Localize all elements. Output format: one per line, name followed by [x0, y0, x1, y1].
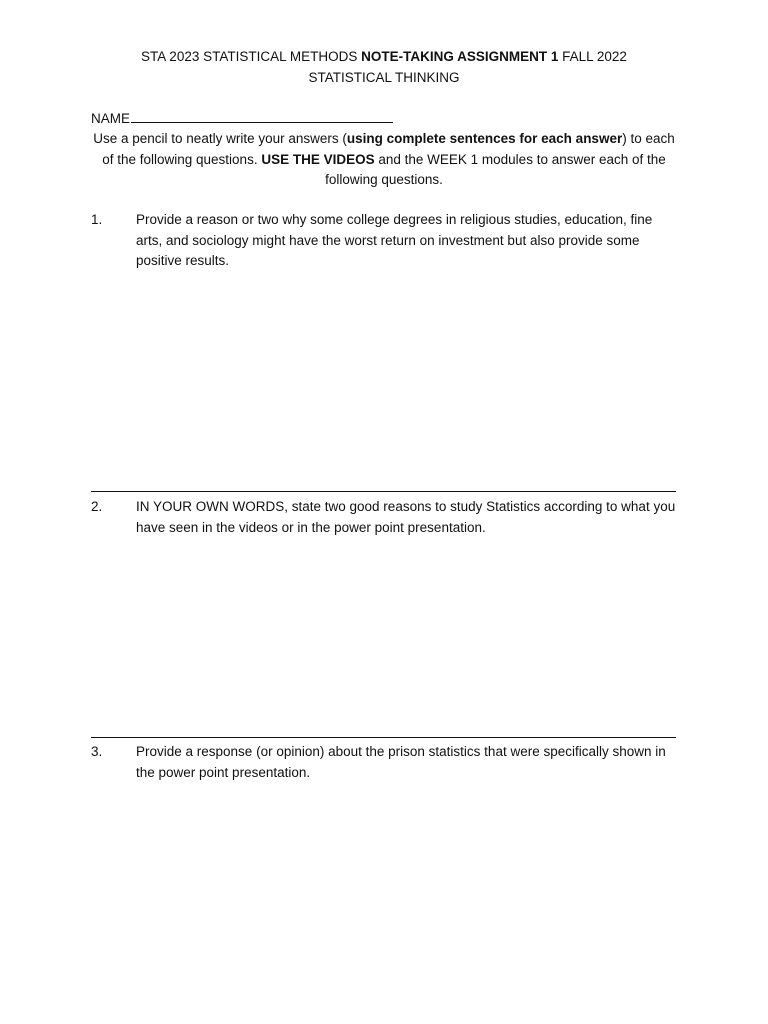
question-text: Provide a response (or opinion) about the prison statistics that were specifically shown in the power point presentation.: [136, 744, 666, 780]
instructions-text-2: ) to each of the following questions.: [102, 131, 675, 167]
question-3: [91, 742, 677, 783]
instructions-emphasis-1: using complete sentences for each answer: [346, 131, 623, 146]
answer-divider-2: [91, 737, 676, 738]
question-text: IN YOUR OWN WORDS, state two good reasons to study Statistics according to what you have seen in the videos or in the power point presentation.: [136, 499, 676, 535]
name-field: [91, 108, 393, 130]
answer-divider-1: [91, 491, 676, 492]
question-2: [91, 497, 677, 538]
instructions-emphasis-2: USE THE VIDEOS: [261, 151, 375, 167]
document-title: [0, 47, 768, 68]
title-term: FALL 2022: [558, 49, 627, 64]
question-number: 1.: [91, 212, 103, 227]
document-subtitle: STATISTICAL THINKING: [308, 70, 460, 85]
title-assignment: NOTE-TAKING ASSIGNMENT 1: [361, 49, 559, 64]
question-1: [91, 210, 677, 272]
question-number: 3.: [91, 744, 103, 759]
question-number: 2.: [91, 499, 103, 514]
name-blank-line: [131, 108, 393, 123]
instructions-text-3: and the WEEK 1 modules to answer each of the following questions.: [325, 151, 666, 187]
instructions: [91, 129, 677, 191]
name-label: NAME: [91, 111, 131, 126]
instructions-text-1: Use a pencil to neatly write your answers (: [93, 131, 347, 146]
question-text: Provide a reason or two why some college degrees in religious studies, education, fine arts, and sociology might have the worst return on investment but also provide some positive results.: [136, 212, 653, 268]
title-course: STA 2023 STATISTICAL METHODS: [141, 49, 362, 64]
